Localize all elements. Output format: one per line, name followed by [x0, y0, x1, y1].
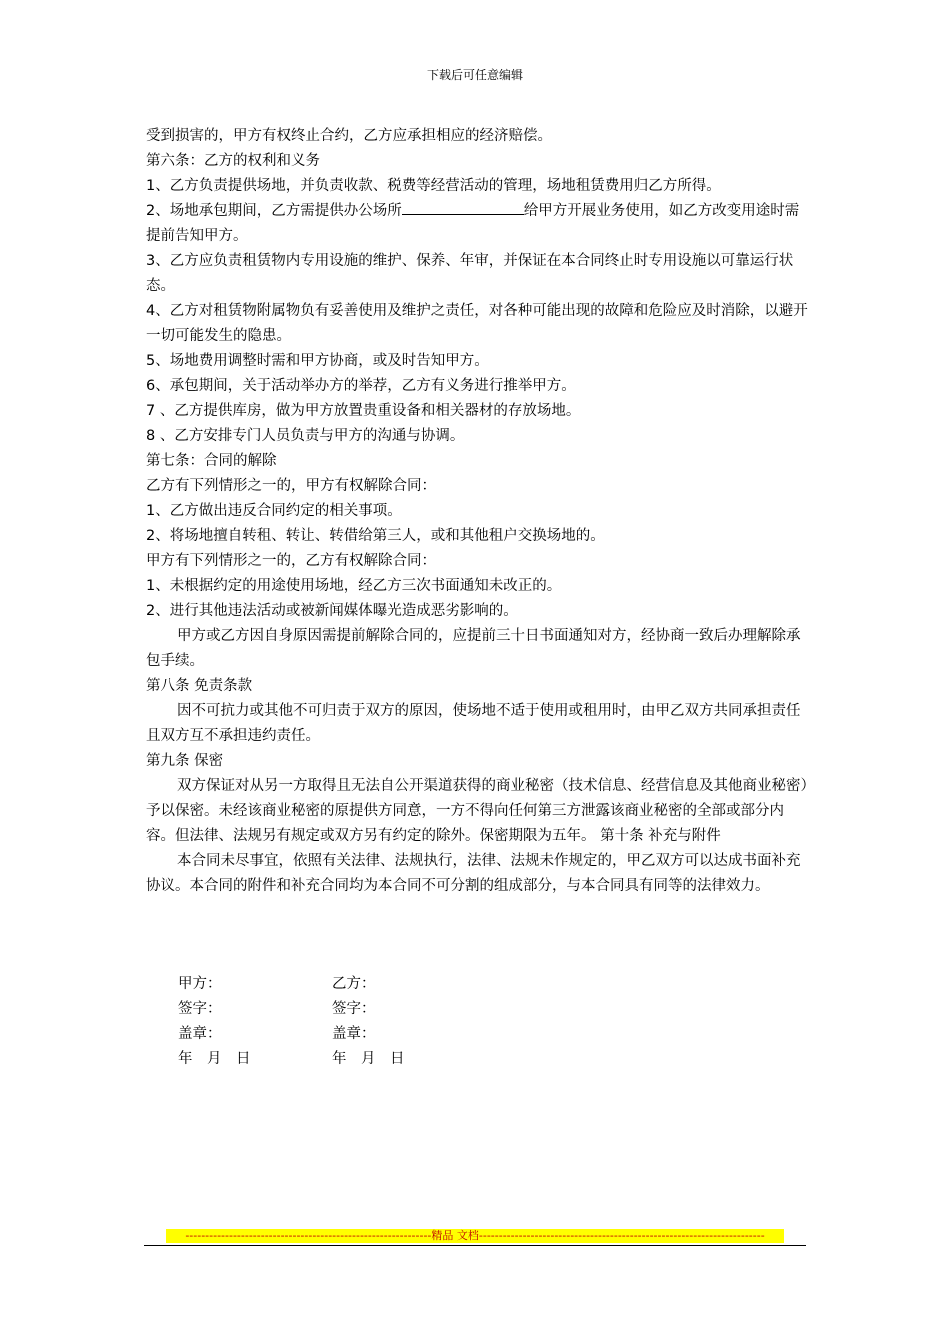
contract-paragraph: 5、场地费用调整时需和甲方协商，或及时告知甲方。	[146, 353, 489, 369]
party-b-label: 乙方：	[332, 976, 376, 992]
contract-paragraph: 2、进行其他违法活动或被新闻媒体曝光造成恶劣影响的。	[146, 603, 518, 619]
contract-paragraph: 第六条：乙方的权利和义务	[146, 153, 320, 169]
contract-paragraph: 3、乙方应负责租赁物内专用设施的维护、保养、年审，并保证在本合同终止时专用设施以可靠运行状态。	[146, 253, 794, 294]
page-header-note: 下载后可任意编辑	[426, 68, 523, 82]
signature-row-sign	[178, 997, 486, 1022]
contract-paragraph: 6、承包期间，关于活动举办方的举荐，乙方有义务进行推举甲方。	[146, 378, 576, 394]
contract-paragraph: 1、未根据约定的用途使用场地，经乙方三次书面通知未改正的。	[146, 578, 562, 594]
contract-paragraph: 1、乙方负责提供场地，并负责收款、税费等经营活动的管理，场地租赁费用归乙方所得。	[146, 178, 721, 194]
party-b-date: 年 月 日	[332, 1051, 405, 1067]
contract-paragraph: 第八条 免责条款	[146, 678, 253, 694]
contract-paragraph	[146, 199, 810, 249]
contract-paragraph: 乙方有下列情形之一的，甲方有权解除合同：	[146, 478, 436, 494]
contract-paragraph: 8 、乙方安排专门人员负责与甲方的沟通与协调。	[146, 428, 465, 444]
contract-paragraph: 因不可抗力或其他不可归责于双方的原因，使场地不适于使用或租用时，由甲乙双方共同承担责任且双方互不承担违约责任。	[146, 703, 801, 744]
paragraph-text: 2、场地承包期间，乙方需提供办公场所	[146, 203, 402, 219]
party-b-signature: 签字：	[332, 1001, 376, 1017]
contract-body	[146, 124, 810, 899]
contract-paragraph: 4、乙方对租赁物附属物负有妥善使用及维护之责任，对各种可能出现的故障和危险应及时消除，以避开一切可能发生的隐患。	[146, 303, 808, 344]
contract-paragraph: 本合同未尽事宜，依照有关法律、法规执行，法律、法规未作规定的，甲乙双方可以达成书面补充协议。本合同的附件和补充合同均为本合同不可分割的组成部分，与本合同具有同等的法律效力。	[146, 853, 801, 894]
fill-in-blank	[402, 200, 524, 215]
contract-paragraph: 甲方有下列情形之一的，乙方有权解除合同：	[146, 553, 436, 569]
party-a-date: 年 月 日	[178, 1051, 251, 1067]
signature-row-date	[178, 1047, 486, 1072]
contract-paragraph: 双方保证对从另一方取得且无法自公开渠道获得的商业秘密（技术信息、经营信息及其他商业秘密）予以保密。未经该商业秘密的原提供方同意，一方不得向任何第三方泄露该商业秘密的全部或部分内容。但法律、法规另有规定或双方另有约定的除外。保密期限为五年。 第十条 补充与附件	[146, 778, 808, 844]
contract-paragraph: 1、乙方做出违反合同约定的相关事项。	[146, 503, 402, 519]
signature-row-party	[178, 972, 486, 997]
party-b-seal: 盖章：	[332, 1026, 376, 1042]
footer-banner: --------------------------------------------------------------精品 文档------------------------------------------------------------------------	[166, 1229, 784, 1243]
footer-rule	[144, 1245, 806, 1246]
paragraph-text: 给甲方开展业务使用，如乙方改变用途时需提前告知甲方。	[146, 203, 800, 244]
signature-row-seal	[178, 1022, 486, 1047]
contract-paragraph: 第九条 保密	[146, 753, 224, 769]
contract-paragraph: 2、将场地擅自转租、转让、转借给第三人，或和其他租户交换场地的。	[146, 528, 605, 544]
contract-paragraph: 甲方或乙方因自身原因需提前解除合同的，应提前三十日书面通知对方，经协商一致后办理解除承包手续。	[146, 628, 801, 669]
contract-paragraph: 第七条：合同的解除	[146, 453, 277, 469]
party-a-signature: 签字：	[178, 1001, 222, 1017]
contract-paragraph: 受到损害的，甲方有权终止合约，乙方应承担相应的经济赔偿。	[146, 128, 552, 144]
contract-paragraph: 7 、乙方提供库房，做为甲方放置贵重设备和相关器材的存放场地。	[146, 403, 581, 419]
party-a-label: 甲方：	[178, 976, 222, 992]
signature-block	[178, 972, 486, 1072]
party-a-seal: 盖章：	[178, 1026, 222, 1042]
